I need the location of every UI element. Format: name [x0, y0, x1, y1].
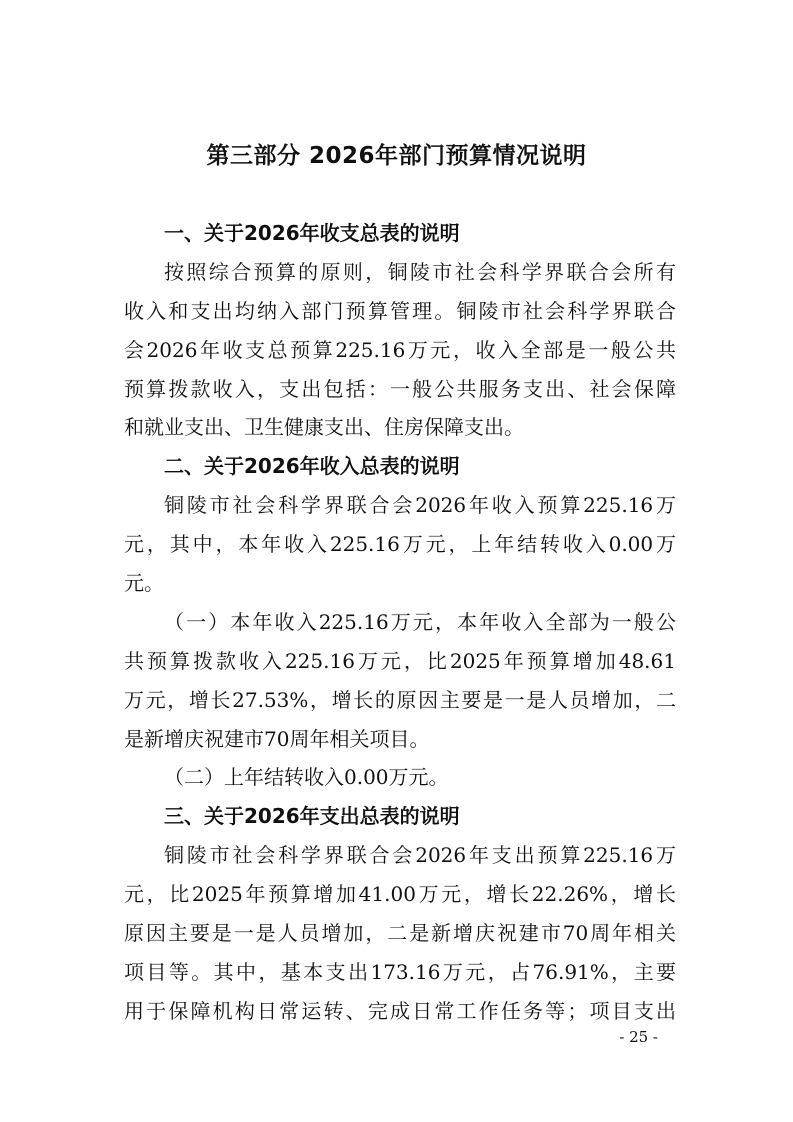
document-body	[124, 214, 676, 1031]
paragraph-line: 预算拨款收入，支出包括：一般公共服务支出、社会保障	[124, 376, 676, 401]
paragraph-line: 和就业支出、卫生健康支出、住房保障支出。	[124, 415, 524, 440]
paragraph-line: 收入和支出均纳入部门预算管理。铜陵市社会科学界联合	[124, 298, 676, 323]
section-heading-2: 二、关于2026年收入总表的说明	[164, 454, 460, 479]
paragraph-line: 项目等。其中，基本支出173.16万元，占76.91%，主要	[124, 959, 676, 984]
paragraph-line: 共预算拨款收入225.16万元，比2025年预算增加48.61	[124, 648, 676, 673]
page-number: - 25 -	[619, 1028, 658, 1046]
paragraph-line: 铜陵市社会科学界联合会2026年收入预算225.16万	[164, 493, 676, 518]
section-heading-3: 三、关于2026年支出总表的说明	[164, 804, 460, 829]
paragraph-line: 原因主要是一是人员增加，二是新增庆祝建市70周年相关	[124, 921, 676, 946]
paragraph-line: 元，其中，本年收入225.16万元，上年结转收入0.00万	[124, 532, 676, 557]
page-title: 第三部分 2026年部门预算情况说明	[206, 143, 587, 169]
paragraph-line: （一）本年收入225.16万元，本年收入全部为一般公	[164, 609, 676, 634]
paragraph-line: 会2026年收支总预算225.16万元，收入全部是一般公共	[124, 337, 676, 362]
section-heading-1: 一、关于2026年收支总表的说明	[164, 221, 460, 245]
paragraph-line: 元。	[124, 571, 164, 596]
paragraph-line: 用于保障机构日常运转、完成日常工作任务等；项目支出	[124, 998, 676, 1023]
paragraph-line: 铜陵市社会科学界联合会2026年支出预算225.16万	[164, 843, 676, 868]
paragraph-line: 按照综合预算的原则，铜陵市社会科学界联合会所有	[164, 259, 676, 284]
paragraph-line: 是新增庆祝建市70周年相关项目。	[124, 726, 430, 751]
paragraph-line: 万元，增长27.53%，增长的原因主要是一是人员增加，二	[124, 687, 676, 712]
paragraph-line: （二）上年结转收入0.00万元。	[164, 765, 449, 790]
paragraph-line: 元，比2025年预算增加41.00万元，增长22.26%，增长	[124, 882, 676, 907]
